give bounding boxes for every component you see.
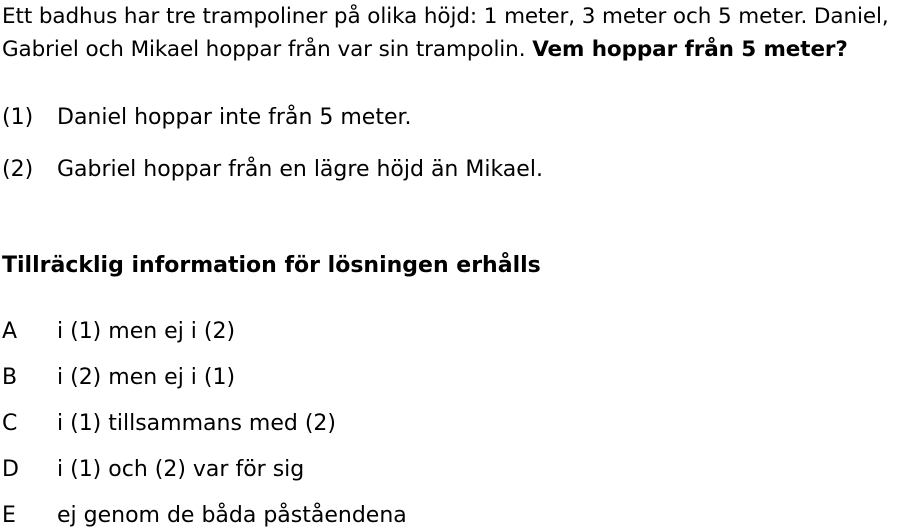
option-a	[2, 317, 235, 347]
option-letter: A	[2, 319, 18, 344]
option-c	[2, 409, 336, 439]
question-intro: Ett badhus har tre trampoliner på olika höjd: 1 meter, 3 meter och 5 meter. Daniel, Gabriel och Mikael hoppar från var sin trampolin.	[2, 4, 889, 62]
option-text: ej genom de båda påståendena	[57, 503, 407, 528]
question-prompt: Vem hoppar från 5 meter?	[532, 37, 848, 62]
statement-number: (1)	[2, 105, 34, 130]
answer-heading: Tillräcklig information för lösningen erhålls	[2, 253, 541, 278]
option-e	[2, 501, 407, 531]
option-text: i (2) men ej i (1)	[57, 365, 236, 390]
option-letter: C	[2, 411, 18, 436]
option-d	[2, 455, 304, 485]
statement-text: Daniel hoppar inte från 5 meter.	[57, 105, 412, 130]
statement-number: (2)	[2, 157, 34, 182]
statement-1	[2, 103, 412, 133]
option-letter: D	[2, 457, 19, 482]
option-text: i (1) tillsammans med (2)	[57, 411, 336, 436]
statement-2	[2, 155, 543, 185]
statement-text: Gabriel hoppar från en lägre höjd än Mikael.	[57, 157, 543, 182]
option-b	[2, 363, 235, 393]
option-text: i (1) och (2) var för sig	[57, 457, 305, 482]
option-text: i (1) men ej i (2)	[57, 319, 236, 344]
option-letter: E	[2, 503, 16, 528]
question-text	[2, 0, 898, 66]
option-letter: B	[2, 365, 18, 390]
